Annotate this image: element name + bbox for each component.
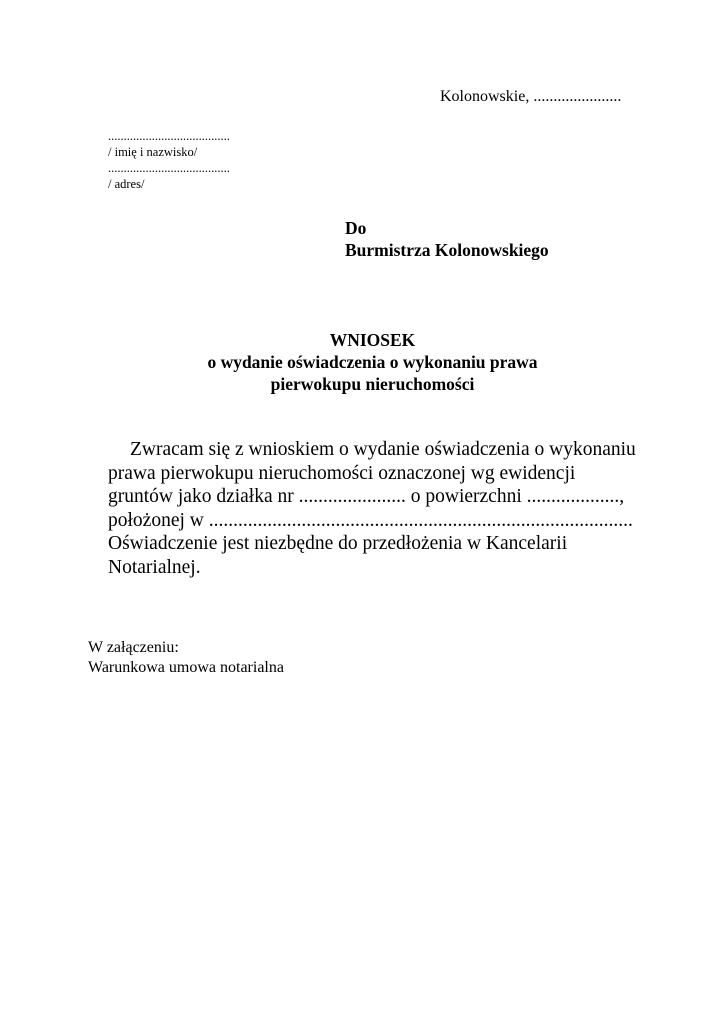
recipient-block — [345, 217, 549, 261]
sender-block — [108, 128, 230, 192]
recipient-line-2: Burmistrza Kolonowskiego — [345, 240, 549, 260]
body-line-5: Oświadczenie jest niezbędne do przedłożenia w Kancelarii — [108, 533, 568, 554]
attachments-label: W załączeniu: — [88, 639, 179, 656]
sender-address-label: / adres/ — [108, 177, 145, 191]
body-line-4: położonej w ....................................................................................... — [108, 509, 633, 531]
sender-name-label: / imię i nazwisko/ — [108, 145, 198, 159]
request-body — [108, 438, 668, 579]
sender-address-dots: ....................................... — [108, 161, 230, 175]
title-subtitle-line-2: pierwokupu nieruchomości — [270, 374, 475, 394]
sender-name-dots: ....................................... — [108, 129, 230, 143]
recipient-line-1: Do — [345, 218, 367, 238]
title-main: WNIOSEK — [329, 330, 416, 350]
attachment-item: Warunkowa umowa notarialna — [88, 659, 284, 676]
attachments-block — [88, 638, 284, 678]
body-line-2: prawa pierwokupu nieruchomości oznaczonej wg ewidencji — [108, 462, 576, 484]
document-title — [0, 329, 725, 395]
place-date-line: Kolonowskie, ...................... — [440, 88, 622, 105]
body-line-3: gruntów jako działka nr ...................... o powierzchni ..................., — [108, 486, 625, 507]
body-line-6: Notarialnej. — [108, 556, 201, 578]
body-line-1: Zwracam się z wnioskiem o wydanie oświadczenia o wykonaniu — [130, 439, 636, 460]
title-subtitle-line-1: o wydanie oświadczenia o wykonaniu prawa — [207, 352, 538, 372]
